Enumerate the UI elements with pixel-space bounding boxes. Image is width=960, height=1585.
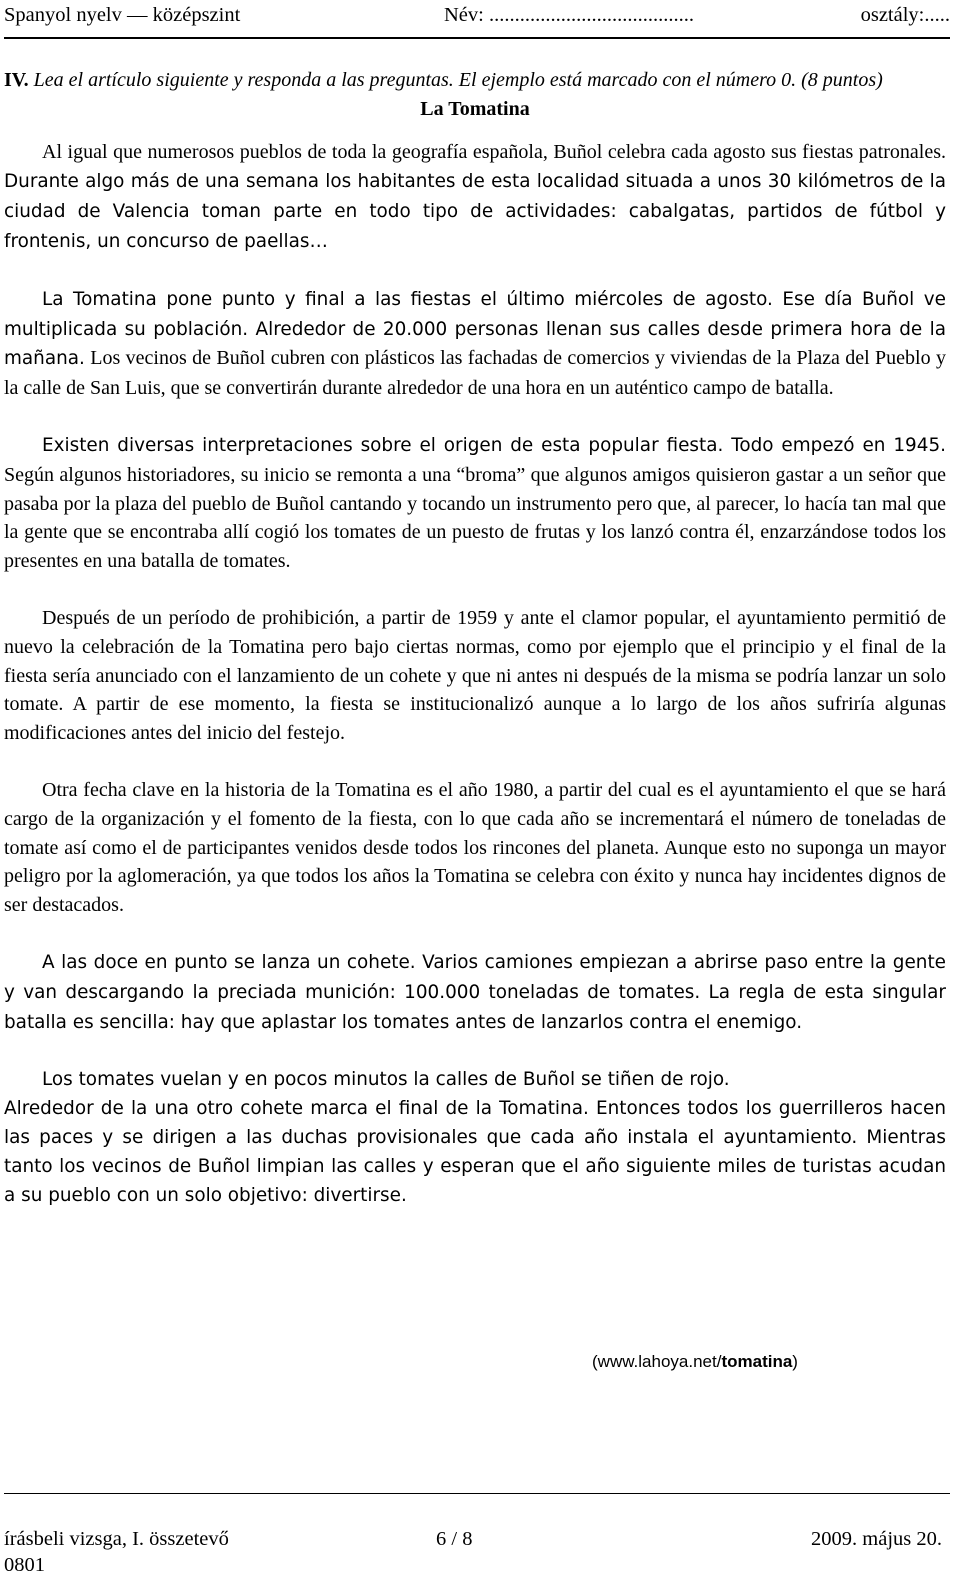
header-name-field: Név: ........................................ [444,4,694,26]
article-title: La Tomatina [420,97,530,120]
header-subject: Spanyol nyelv — középszint [4,4,241,26]
paragraph-6-lead: A las doce en punto se lanza un cohete. [42,951,416,973]
task-instruction-text: Lea el artículo siguiente y responda a las preguntas. El ejemplo está marcado con el número 0. (8 puntos) [33,69,883,91]
paragraph-5 [4,776,946,920]
source-open: (www.lahoya.net/ [592,1352,722,1371]
paragraph-7-lead [4,1065,946,1095]
source-bold: tomatina [721,1352,793,1371]
footer-date: 2009. május 20. [811,1528,942,1550]
paragraph-3-rest: Según algunos historiadores, su inicio se remonta a una “broma” que algunos amigos quisieron gastar a un señor que pasaba por la plaza del pueblo de Buñol cantando y tocando un instrumento pero que, al parecer, lo hacía tan mal que la gente que se encontraba allí cogió los tomates de un puesto de frutas y los lanzó contra él, enzarzándose todos los presentes en una batalla de tomates. [4,463,946,573]
header-class-field: osztály:..... [860,4,950,26]
paragraph-5-rest: Aunque esto no suponga un mayor peligro por la aglomeración, ya que todos los años la Tomatina se celebra con éxito y nunca hay incidentes dignos de ser destacados. [4,836,947,917]
page-header [4,0,950,30]
footer-exam-label: írásbeli vizsga, I. összetevő [4,1528,229,1550]
footer-divider [4,1493,950,1494]
article-source [592,1350,798,1374]
header-divider [4,37,950,39]
paragraph-1-lead: Al igual que numerosos pueblos de toda la geografía española, Buñol celebra cada agosto sus fiestas patronales. [42,140,946,163]
paragraph-6 [4,948,946,1037]
paragraph-2-lead: La Tomatina pone punto y final a las fiestas el último miércoles de agosto. Ese día Buñol ve multiplicada su población. Alrededor de 20.000 personas llenan sus calles desde primera hora de la mañana. [4,288,946,370]
paragraph-4-rest: A partir de ese momento, la fiesta se institucionalizó aunque a lo largo de los años sufriría algunas modificaciones antes del inicio del festejo. [4,693,946,745]
paragraph-7-lead-text: Los tomates vuelan y en pocos minutos la calles de Buñol se tiñen de rojo. [42,1069,730,1091]
paragraph-3 [4,431,946,576]
paragraph-5-lead: Otra fecha clave en la historia de la Tomatina es el año 1980, a partir del cual es el ayuntamiento el que se hará cargo de la organización y el fomento de la fiesta, con lo que cada año se incrementará el número de toneladas de tomate así como el de participantes venidos desde todos los rincones del planeta. [4,778,946,859]
source-close: ) [792,1352,798,1371]
paragraph-4 [4,604,946,748]
paragraph-6-rest: Varios camiones empiezan a abrirse paso entre la gente y van descargando la preciada munición: 100.000 toneladas de tomates. La regla de esta singular batalla es sencilla: hay que aplastar los tomates antes de lanzarlos contra el enemigo. [4,951,946,1033]
paragraph-3-lead: Existen diversas interpretaciones sobre el origen de esta popular fiesta. Todo empezó en 1945. [42,434,946,456]
paragraph-2 [4,285,946,403]
paragraph-1 [4,138,946,257]
paragraph-7-rest: Alrededor de la una otro cohete marca el final de la Tomatina. Entonces todos los guerrilleros hacen las paces y se dirigen a las duchas provisionales que cada año instala el ayuntamiento. Mientras tanto los vecinos de Buñol limpian las calles y esperan que el año siguiente miles de turistas acudan a su pueblo con un solo objetivo: divertirse. [4,1098,946,1206]
paragraph-1-rest: Durante algo más de una semana los habitantes de esta localidad situada a unos 30 kilómetros de la ciudad de Valencia toman parte en todo tipo de actividades: cabalgatas, partidos de fútbol y frontenis, un concurso de paellas… [4,171,946,252]
paragraph-4-lead: Después de un período de prohibición, a partir de 1959 y ante el clamor popular, el ayuntamiento permitió de nuevo la celebración de la Tomatina pero bajo ciertas normas, como por ejemplo que el principio y el final de la fiesta sería anunciado con el lanzamiento de un cohete y que ni antes ni después de la misma se podría lanzar un solo tomate. [4,606,946,716]
article-content [4,66,946,1210]
task-instruction [4,66,946,95]
footer-page-number: 6 / 8 [436,1528,473,1550]
footer-code: 0801 [4,1554,45,1576]
task-number: IV. [4,69,29,91]
paragraph-2-rest: Los vecinos de Buñol cubren con plásticos las fachadas de comercios y viviendas de la Plaza del Pueblo y la calle de San Luis, que se convertirán durante alrededor de una hora en un auténtico campo de batalla. [4,347,946,400]
